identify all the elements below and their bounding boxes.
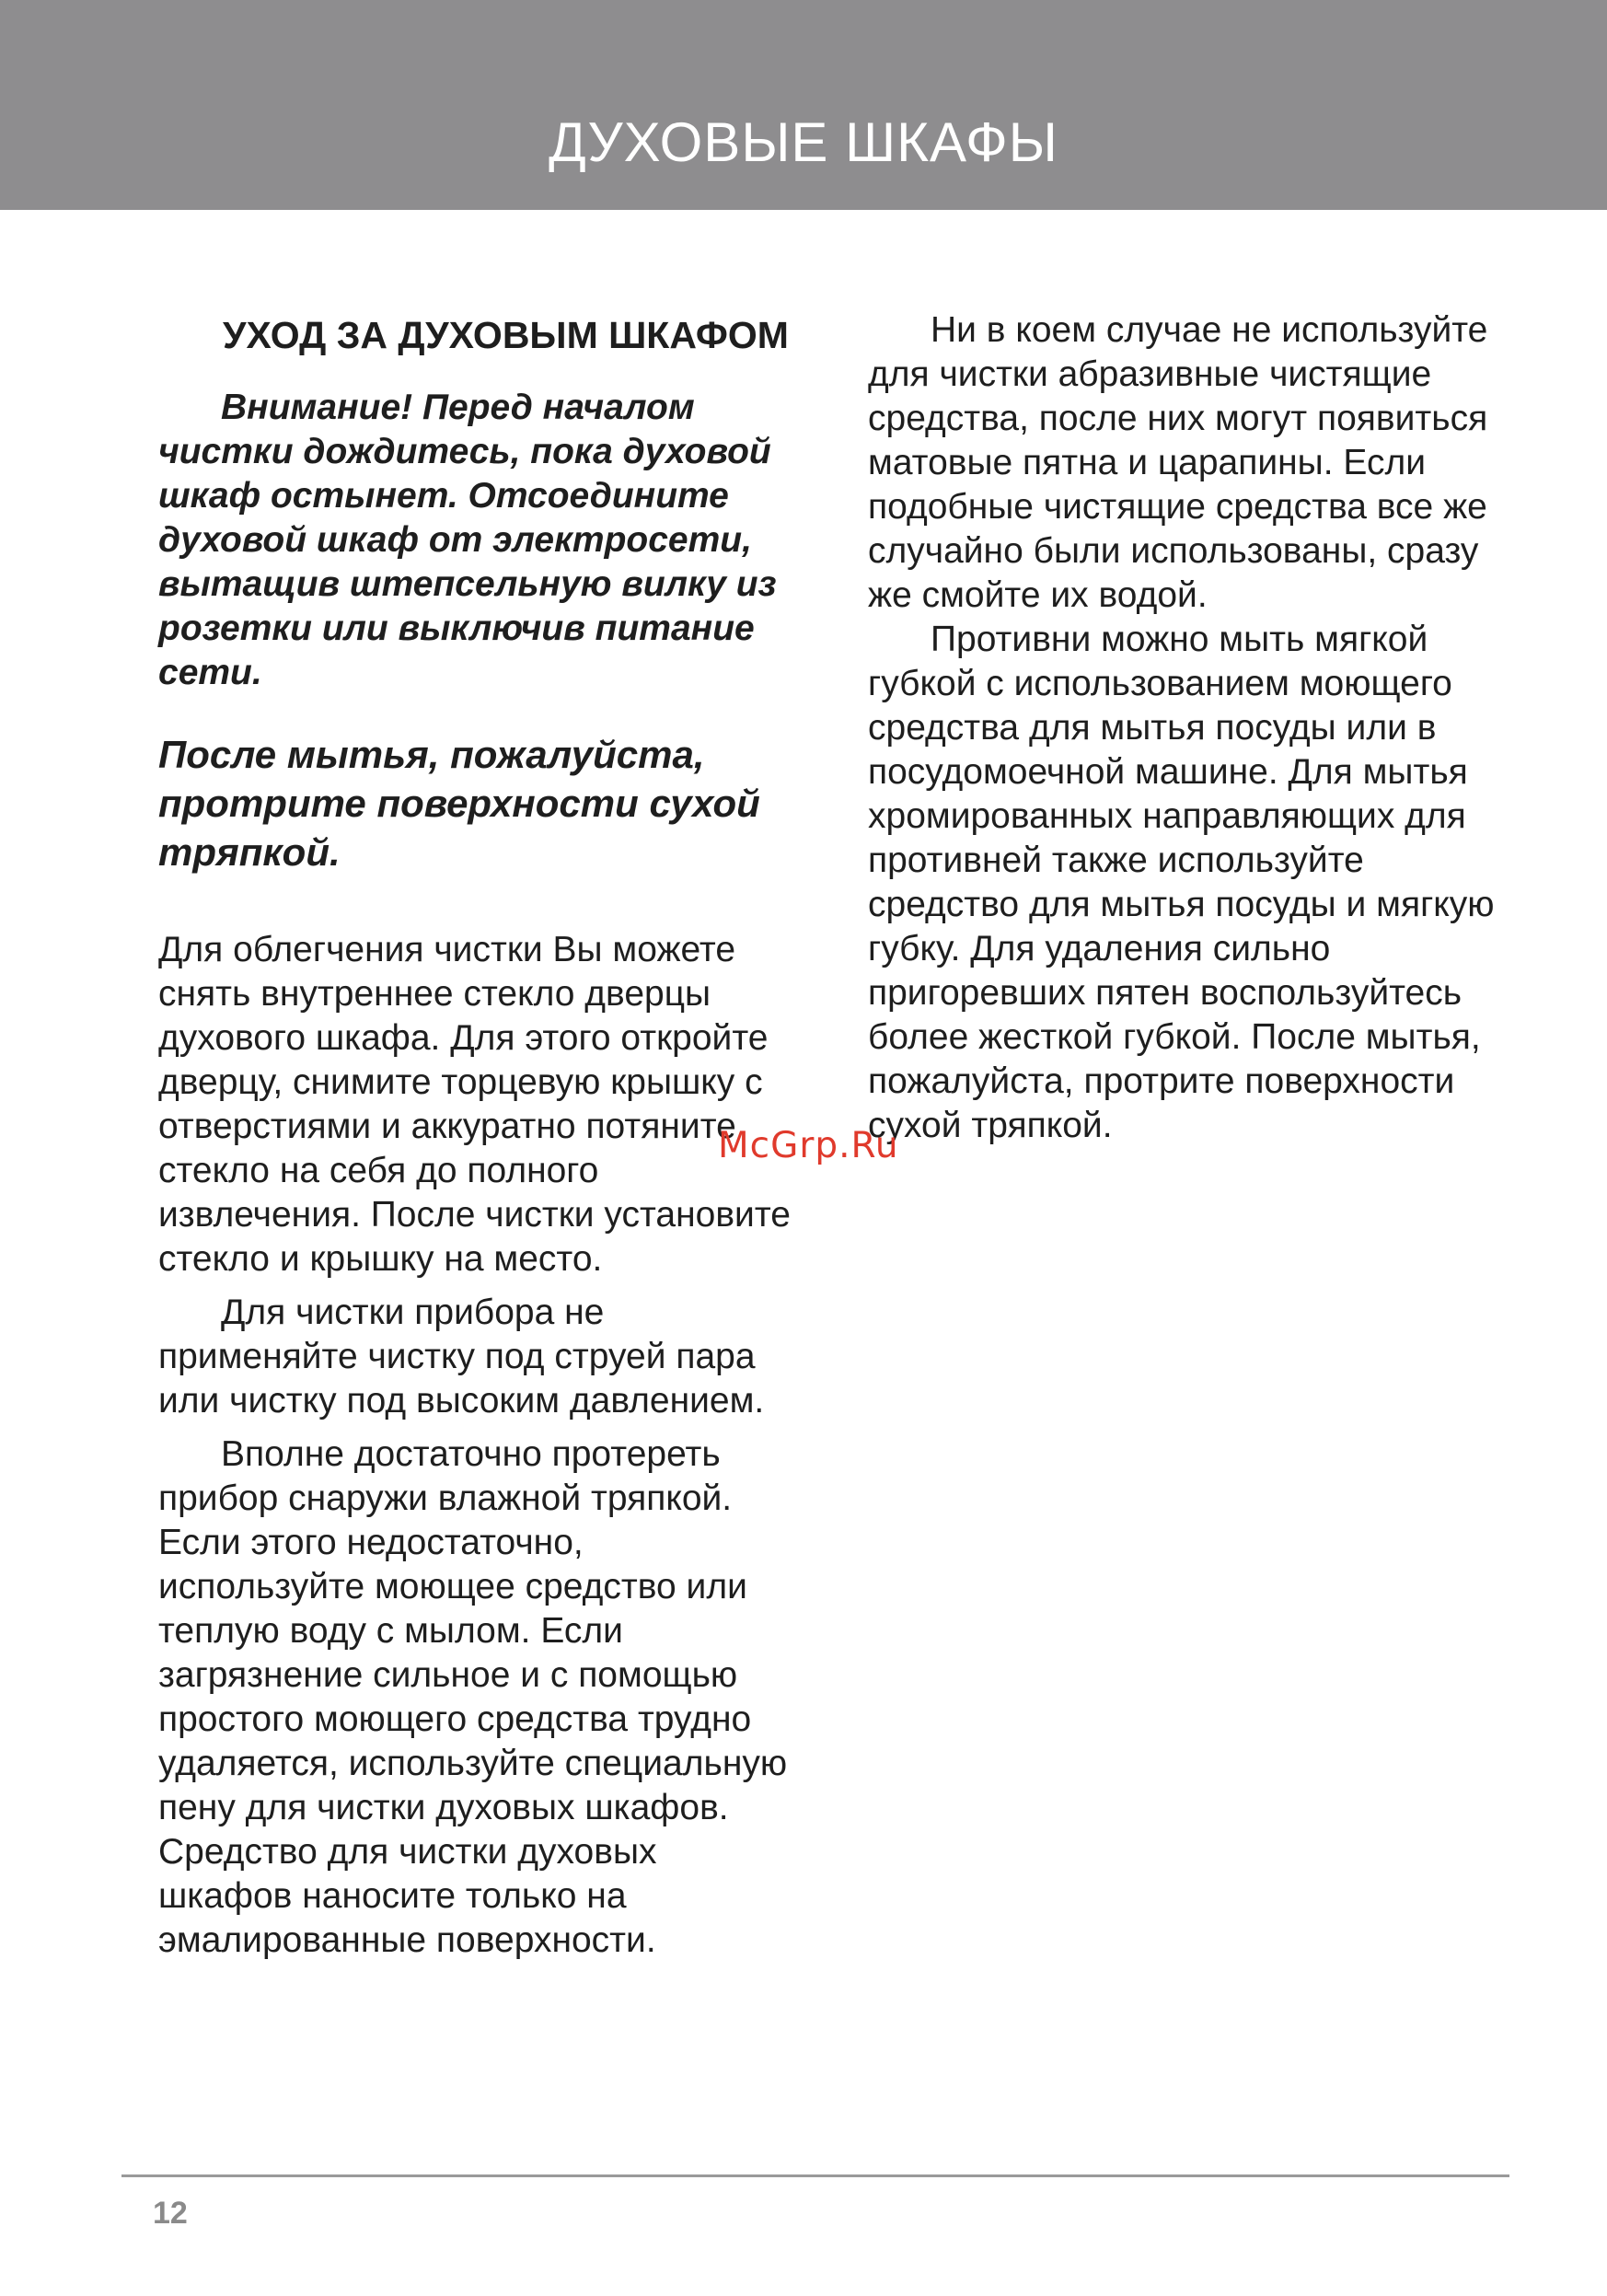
paragraph-no-abrasives: Ни в коем случае не используйте для чистки абразивные чистящие средства, после них могут появиться матовые пятна и царапины. Если подобные чистящие средства все же случайно были использованы, сразу же смойте их водой. (868, 310, 1488, 615)
header-band (0, 0, 1607, 210)
paragraph-baking-trays: Противни можно мыть мягкой губкой с использованием моющего средства для мытья посуды или в посудомоечной машине. Для мытья хромированных направляющих для противней также используйте средство для мытья посуды и мягкую губку. Для удаления сильно пригоревших пятен воспользуйтесь более жесткой губкой. После мытья, пожалуйста, протрите поверхности сухой тряпкой. (868, 620, 1495, 1145)
left-column (158, 313, 793, 1963)
page-title: ДУХОВЫЕ ШКАФЫ (549, 111, 1058, 173)
note-text: После мытья, пожалуйста, протрите поверхности сухой тряпкой. (158, 733, 760, 874)
section-heading: УХОД ЗА ДУХОВЫМ ШКАФОМ (223, 314, 789, 356)
paragraph-remove-glass: Для облегчения чистки Вы можете снять внутреннее стекло дверцы духового шкафа. Для этого откройте дверцу, снимите торцевую крышку с отверстиями и аккуратно потяните стекло на себя до полного извлечения. После чистки установите стекло и крышку на место. (158, 930, 791, 1279)
right-column (868, 308, 1512, 1148)
footer-divider (121, 2174, 1509, 2177)
paragraph-wipe-outside: Вполне достаточно протереть прибор снаружи влажной тряпкой. Если этого недостаточно, используйте моющее средство или теплую воду с мылом. Если загрязнение сильное и с помощью простого моющего средства трудно удаляется, используйте специальную пену для чистки духовых шкафов. Средство для чистки духовых шкафов наносите только на эмалированные поверхности. (158, 1434, 788, 1960)
paragraph-no-steam: Для чистки прибора не применяйте чистку под струей пара или чистку под высоким давлением. (158, 1293, 765, 1421)
page-number: 12 (153, 2196, 188, 2231)
warning-text: Внимание! Перед началом чистки дождитесь, пока духовой шкаф остынет. Отсоедините духовой шкаф от электросети, вытащив штепсельную вилку из розетки или выключив питание сети. (158, 388, 777, 692)
watermark-text: McGrp.Ru (718, 1125, 899, 1166)
